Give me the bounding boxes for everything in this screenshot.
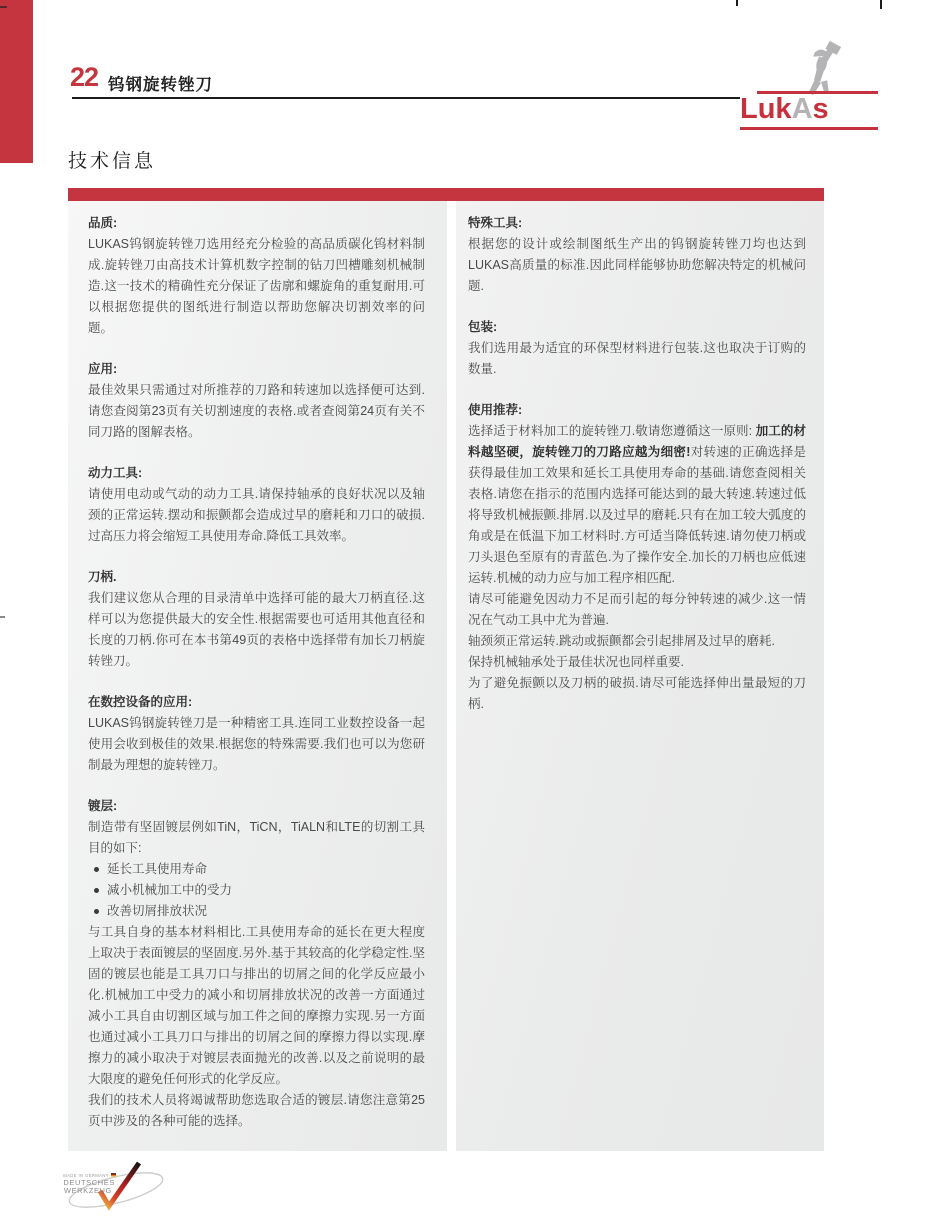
paragraph-text: 对转速的正确选择是获得最佳加工效果和延长工具使用寿命的基础.请您查阅相关表格.请您在指示的范围内选择可能达到的最大转速.转速过低将导致机械振颤.排屑.以及过早的磨耗.只有在加工较大弧度的角或是在低温下加工材料时.方可适当降低转速.请勿使刀柄或刀头退色至原有的青蓝色.为了操作安全.加长的刀柄也应低速运转.机械的动力应与加工程序相匹配. <box>468 445 806 585</box>
right-column <box>456 201 824 1151</box>
print-mark <box>880 0 882 9</box>
bullet-item <box>92 880 425 901</box>
paragraph: 轴颈须正常运转.跳动或振颤都会引起排屑及过早的磨耗. <box>468 634 775 648</box>
red-title-bar <box>68 188 824 201</box>
left-column <box>68 201 447 1151</box>
section-title: 技术信息 <box>68 151 157 172</box>
flag-stripe-gold <box>111 1175 116 1176</box>
bullet-text: 改善切屑排放状况 <box>107 904 208 918</box>
section-packaging <box>468 317 806 380</box>
section-usage-recommendation <box>468 400 806 715</box>
section-power-tools <box>88 463 425 547</box>
flag-stripe-black <box>111 1173 116 1174</box>
paragraph: 为了避免振颤以及刀柄的破损.请尽可能选择伸出量最短的刀柄. <box>468 676 806 711</box>
section-heading: 动力工具: <box>88 466 143 480</box>
blacksmith-hammer-icon <box>794 40 848 96</box>
section-application <box>88 359 425 443</box>
werkzeug-label: WERKZEUG <box>63 1186 112 1195</box>
emphasis-text: 加工的材料越坚硬，旋转锉刀的刀路应越为细密! <box>468 424 806 459</box>
section-heading: 在数控设备的应用: <box>88 695 193 709</box>
print-mark <box>0 616 5 618</box>
section-heading: 应用: <box>88 362 118 376</box>
section-heading: 特殊工具: <box>468 216 523 230</box>
bullet-item <box>92 901 425 922</box>
bullet-dot <box>94 867 99 872</box>
section-heading: 包装: <box>468 320 498 334</box>
section-coating <box>88 796 425 1132</box>
paragraph: 我们选用最为适宜的环保型材料进行包装.这也取决于订购的数量. <box>468 341 806 376</box>
deutsches-werkzeug-logo <box>62 1160 178 1220</box>
paragraph: 请使用电动或气动的动力工具.请保持轴承的良好状况以及轴颈的正常运转.摆动和振颤都会造成过早的磨耗和刀口的破损.过高压力将会缩短工具使用寿命.降低工具效率。 <box>88 487 425 543</box>
header-rule <box>72 97 740 99</box>
paragraph <box>468 421 806 589</box>
section-heading: 品质: <box>88 216 118 230</box>
content-columns <box>68 201 824 1151</box>
brand-letters: Luk <box>740 93 792 125</box>
brand-letters: s <box>812 93 829 125</box>
section-special-tools <box>468 213 806 297</box>
bullet-list <box>88 859 425 922</box>
bullet-text: 延长工具使用寿命 <box>107 862 208 876</box>
section-heading: 使用推荐: <box>468 403 523 417</box>
paragraph: 根据您的设计或绘制图纸生产出的钨钢旋转锉刀均也达到LUKAS高质量的标准.因此同样能够协助您解决特定的机械问题. <box>468 237 806 293</box>
paragraph: 我们的技术人员将竭诚帮助您选取合适的镀层.请您注意第25页中涉及的各种可能的选择。 <box>88 1093 425 1128</box>
left-margin-red-bar <box>0 0 33 163</box>
paragraph-text: 选择适于材料加工的旋转锉刀.敬请您遵循这一原则: <box>468 424 756 438</box>
paragraph: LUKAS钨钢旋转锉刀选用经充分检验的高品质碳化钨材料制成.旋转锉刀由高技术计算机数字控制的钻刀凹槽雕刻机械制造.这一技术的精确性充分保证了齿廓和螺旋角的重复耐用.可以根据您提供的图纸进行制造以帮助您解决切割效率的问题。 <box>88 237 425 335</box>
bullet-dot <box>94 909 99 914</box>
print-mark <box>736 0 738 6</box>
paragraph: 我们建议您从合理的目录清单中选择可能的最大刀柄直径.这样可以为您提供最大的安全性.根据需要也可适用其他直径和长度的刀柄.你可在本书第49页的表格中选择带有加长刀柄旋转锉刀。 <box>88 591 425 668</box>
brand-wordmark <box>740 93 880 125</box>
deutsches-label: DEUTSCHES <box>63 1178 115 1187</box>
flag-stripe-red <box>111 1174 116 1175</box>
paragraph: 与工具自身的基本材料相比.工具使用寿命的延长在更大程度上取决于表面镀层的坚固度.另外.基于其较高的化学稳定性.坚固的镀层也能是工具刀口与排出的切屑之间的化学反应最小化.机械加工中受力的减小和切屑排放状况的改善一方面通过减小工具自由切割区域与加工件之间的摩擦力实现.另一方面也通过减小工具刀口与排出的切屑之间的摩擦力得以实现.摩擦力的减小取决于对镀层表面抛光的改善.以及之前说明的最大限度的避免任何形式的化学反应。 <box>88 925 425 1086</box>
paragraph: 保持机械轴承处于最佳状况也同样重要. <box>468 655 684 669</box>
section-heading: 刀柄. <box>88 570 117 584</box>
brand-letter-gray: A <box>791 93 813 125</box>
page-number: 22 <box>70 62 99 92</box>
paragraph: 制造带有坚固镀层例如TiN，TiCN，TiALN和LTE的切割工具目的如下: <box>88 820 425 855</box>
paragraph: 请尽可能避免因动力不足而引起的每分钟转速的减少.这一情况在气动工具中尤为普遍. <box>468 592 806 627</box>
page-title: 钨钢旋转锉刀 <box>108 76 213 94</box>
bullet-item <box>92 859 425 880</box>
section-heading: 镀层: <box>88 799 118 813</box>
german-flag-checkmark-icon <box>62 1160 178 1220</box>
section-cnc-application <box>88 692 425 776</box>
made-in-germany-label: MADE IN GERMANY <box>63 1173 109 1178</box>
bullet-text: 减小机械加工中的受力 <box>107 883 233 897</box>
section-shank <box>88 567 425 672</box>
paragraph: LUKAS钨钢旋转锉刀是一种精密工具.连同工业数控设备一起使用会收到极佳的效果.根据您的特殊需要.我们也可以为您研制最为理想的旋转锉刀。 <box>88 716 425 772</box>
paragraph: 最佳效果只需通过对所推荐的刀路和转速加以选择便可达到.请您查阅第23页有关切割速度的表格.或者查阅第24页有关不同刀路的图解表格。 <box>88 383 425 439</box>
logo-bottom-rule <box>740 127 878 130</box>
section-quality <box>88 213 425 339</box>
print-artifact <box>0 6 7 8</box>
bullet-dot <box>94 888 99 893</box>
lukas-logo <box>740 40 880 132</box>
